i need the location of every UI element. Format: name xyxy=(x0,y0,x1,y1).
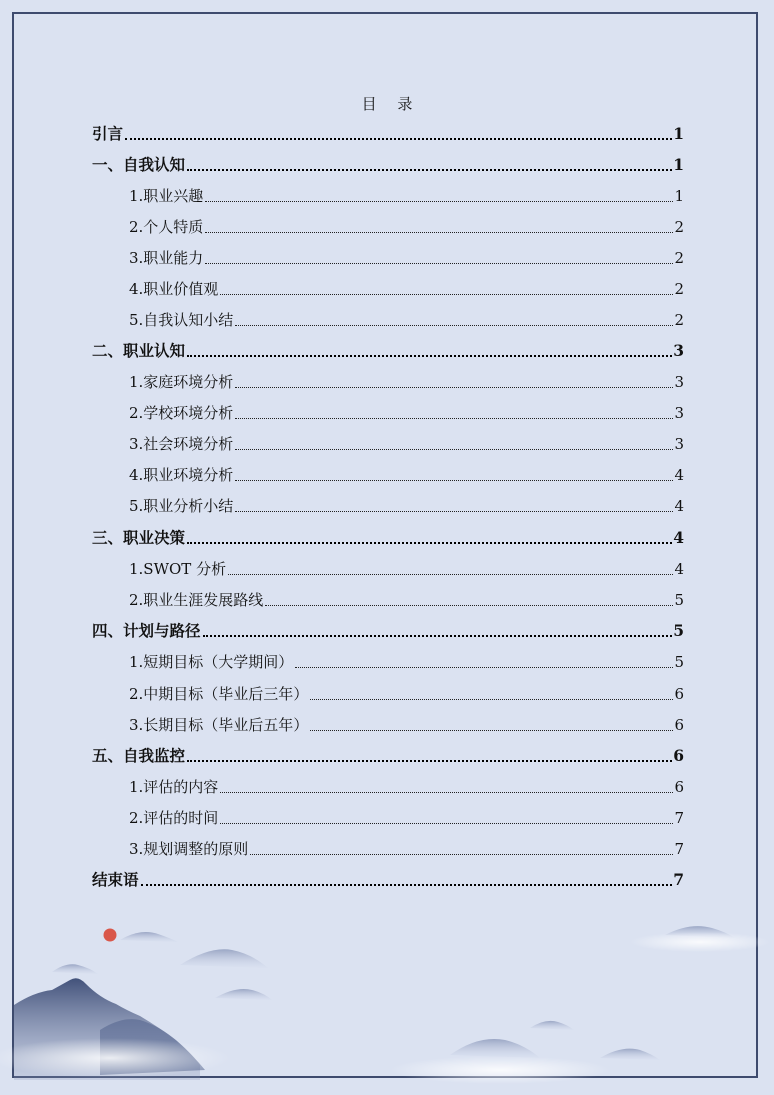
toc-entry-page-number: 2 xyxy=(674,280,684,298)
dot-leader xyxy=(203,635,673,637)
toc-entry-page-number: 3 xyxy=(673,341,684,360)
toc-section-entry[interactable] xyxy=(129,804,684,828)
toc-entry-page-number: 4 xyxy=(674,560,684,578)
dot-leader xyxy=(220,792,673,793)
distant-hill xyxy=(600,1049,660,1060)
toc-chapter-entry[interactable] xyxy=(92,151,684,175)
red-sun xyxy=(104,929,117,942)
dot-leader xyxy=(187,355,672,357)
toc-section-entry[interactable] xyxy=(129,711,684,735)
distant-hill xyxy=(52,964,98,974)
dot-leader xyxy=(141,884,673,886)
toc-chapter-entry[interactable] xyxy=(92,742,684,766)
toc-title: 目 录 xyxy=(361,95,421,113)
toc-entry-label: 五、自我监控 xyxy=(92,746,186,765)
distant-hill xyxy=(120,932,178,942)
toc-entry-page-number: 4 xyxy=(674,497,684,515)
dot-leader xyxy=(310,699,673,700)
dot-leader xyxy=(220,823,673,824)
toc-entry-page-number: 4 xyxy=(673,528,684,547)
distant-hill xyxy=(215,989,272,1000)
dot-leader xyxy=(235,449,673,450)
dot-leader xyxy=(205,263,673,264)
toc-entry-page-number: 5 xyxy=(674,653,684,671)
toc-chapter-entry[interactable] xyxy=(92,120,684,144)
toc-entry-page-number: 7 xyxy=(673,870,684,889)
toc-entry-label: 一、自我认知 xyxy=(92,155,186,174)
toc-entry-label: 2.中期目标（毕业后三年） xyxy=(129,685,309,703)
toc-entry-label: 1.评估的内容 xyxy=(129,778,219,796)
ink-mountain-scenery xyxy=(0,880,774,1095)
toc-entry-label: 4.职业价值观 xyxy=(129,280,219,298)
toc-entry-page-number: 1 xyxy=(673,155,684,174)
dot-leader xyxy=(228,574,673,575)
toc-entry-label: 1.SWOT 分析 xyxy=(129,560,227,578)
toc-entry-page-number: 4 xyxy=(674,466,684,484)
toc-entry-label: 三、职业决策 xyxy=(92,528,186,547)
toc-section-entry[interactable] xyxy=(129,399,684,423)
toc-entry-page-number: 1 xyxy=(674,187,684,205)
toc-entry-label: 引言 xyxy=(92,124,124,143)
toc-section-entry[interactable] xyxy=(129,461,684,485)
dot-leader xyxy=(235,418,673,419)
dot-leader xyxy=(125,138,672,140)
toc-chapter-entry[interactable] xyxy=(92,524,684,548)
dot-leader xyxy=(310,730,673,731)
toc-entry-label: 3.职业能力 xyxy=(129,249,204,267)
dot-leader xyxy=(220,294,673,295)
dot-leader xyxy=(235,511,673,512)
toc-section-entry[interactable] xyxy=(129,182,684,206)
toc-entry-page-number: 2 xyxy=(674,311,684,329)
toc-entry-label: 2.学校环境分析 xyxy=(129,404,234,422)
toc-entry-page-number: 6 xyxy=(673,746,684,765)
toc-section-entry[interactable] xyxy=(129,430,684,454)
toc-chapter-entry[interactable] xyxy=(92,866,684,890)
toc-entry-page-number: 5 xyxy=(673,621,684,640)
toc-entry-label: 2.评估的时间 xyxy=(129,809,219,827)
toc-section-entry[interactable] xyxy=(129,275,684,299)
toc-entry-page-number: 1 xyxy=(673,124,684,143)
toc-section-entry[interactable] xyxy=(129,586,684,610)
toc-section-entry[interactable] xyxy=(129,368,684,392)
toc-section-entry[interactable] xyxy=(129,213,684,237)
toc-entry-label: 结束语 xyxy=(92,870,139,889)
distant-hill xyxy=(450,1039,540,1058)
toc-entry-label: 1.家庭环境分析 xyxy=(129,373,234,391)
dot-leader xyxy=(265,605,673,606)
toc-entry-label: 3.长期目标（毕业后五年） xyxy=(129,716,309,734)
toc-entry-page-number: 3 xyxy=(674,435,684,453)
dot-leader xyxy=(295,667,673,668)
toc-entry-page-number: 2 xyxy=(674,249,684,267)
toc-section-entry[interactable] xyxy=(129,680,684,704)
toc-chapter-entry[interactable] xyxy=(92,337,684,361)
toc-entry-label: 5.职业分析小结 xyxy=(129,497,234,515)
toc-section-entry[interactable] xyxy=(129,555,684,579)
toc-entry-page-number: 2 xyxy=(674,218,684,236)
toc-entry-page-number: 3 xyxy=(674,404,684,422)
distant-hill xyxy=(530,1021,574,1030)
dot-leader xyxy=(235,480,673,481)
toc-entry-label: 4.职业环境分析 xyxy=(129,466,234,484)
toc-entry-label: 2.个人特质 xyxy=(129,218,204,236)
toc-entry-label: 2.职业生涯发展路线 xyxy=(129,591,264,609)
toc-section-entry[interactable] xyxy=(129,306,684,330)
toc-section-entry[interactable] xyxy=(129,835,684,859)
dot-leader xyxy=(205,201,673,202)
toc-entry-page-number: 5 xyxy=(674,591,684,609)
toc-entry-label: 二、职业认知 xyxy=(92,341,186,360)
dot-leader xyxy=(250,854,673,855)
toc-entry-page-number: 6 xyxy=(674,716,684,734)
toc-entry-label: 3.规划调整的原则 xyxy=(129,840,249,858)
dot-leader xyxy=(187,760,672,762)
toc-entry-label: 5.自我认知小结 xyxy=(129,311,234,329)
toc-entry-label: 1.职业兴趣 xyxy=(129,187,204,205)
dot-leader xyxy=(235,387,673,388)
toc-entry-page-number: 3 xyxy=(674,373,684,391)
toc-entry-label: 1.短期目标（大学期间） xyxy=(129,653,294,671)
toc-entry-page-number: 6 xyxy=(674,778,684,796)
distant-hill xyxy=(180,949,268,968)
dot-leader xyxy=(187,542,672,544)
toc-section-entry[interactable] xyxy=(129,492,684,516)
toc-entry-label: 3.社会环境分析 xyxy=(129,435,234,453)
toc-entry-page-number: 7 xyxy=(674,840,684,858)
dot-leader xyxy=(235,325,673,326)
toc-chapter-entry[interactable] xyxy=(92,617,684,641)
toc-section-entry[interactable] xyxy=(129,244,684,268)
dot-leader xyxy=(187,169,672,171)
toc-entry-page-number: 7 xyxy=(674,809,684,827)
toc-section-entry[interactable] xyxy=(129,773,684,797)
toc-section-entry[interactable] xyxy=(129,648,684,672)
dot-leader xyxy=(205,232,673,233)
toc-entry-page-number: 6 xyxy=(674,685,684,703)
toc-entry-label: 四、计划与路径 xyxy=(92,621,201,640)
